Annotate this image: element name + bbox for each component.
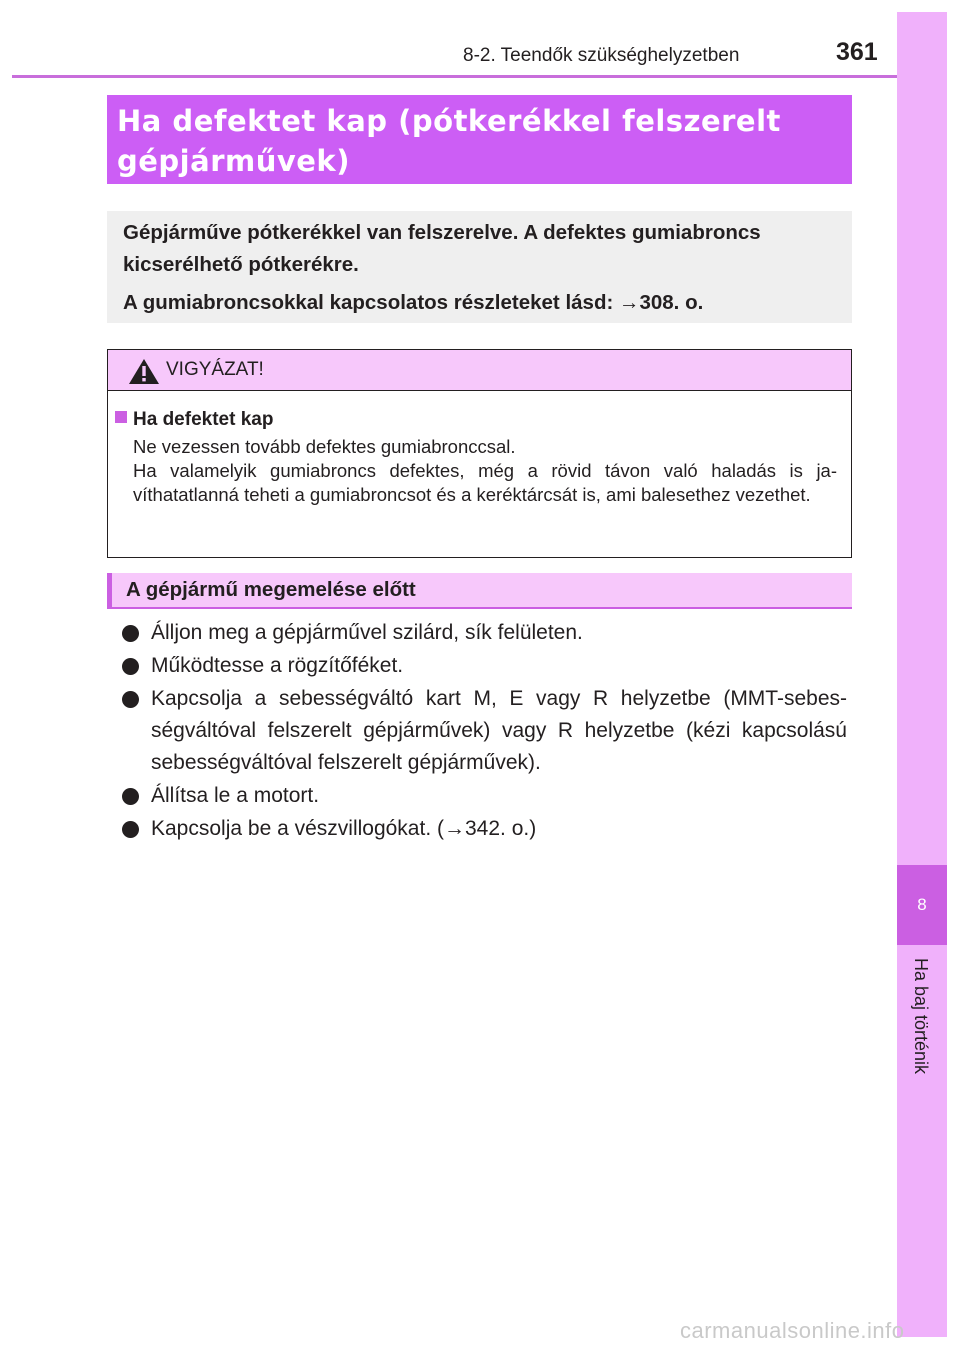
warning-text-1: Ne vezessen tovább defektes gumiabronccsal. <box>133 436 516 457</box>
page-title-box <box>107 95 852 184</box>
list-item-text: Kapcsolja a sebességváltó kart M, E vagy R helyzetbe (MMT-sebes-ségváltóval felszerelt gépjárművek) vagy R helyzetbe (kézi kapcsolású sebességváltóval felszerelt gépjárművek). <box>151 687 847 774</box>
intro-line-2: kicserélhető pótkerékre. <box>123 253 359 276</box>
warning-text-2: Ha valamelyik gumiabroncs defektes, még a rövid távon való haladás is ja-víthatatlanná teheti a gumiabroncsot és a keréktárcsát is, ami balesethez vezethet. <box>133 460 837 505</box>
list-item-text: Kapcsolja be a vészvillogókat. (→342. o.) <box>151 817 537 840</box>
bullet-dot-icon <box>122 788 139 805</box>
list-item <box>122 780 847 812</box>
list-item-text: Működtesse a rögzítőféket. <box>151 654 404 677</box>
section-name: 8-2. Teendők szükséghelyzetben <box>463 45 740 66</box>
list-item <box>122 650 847 682</box>
page-title-line-1: Ha defektet kap (pótkerékkel felszerelt <box>117 104 781 138</box>
intro-box <box>107 211 852 323</box>
header-rule <box>12 75 947 78</box>
instruction-list <box>122 617 847 846</box>
page-title-line-2: gépjárművek) <box>117 144 350 178</box>
list-item <box>122 683 847 779</box>
warning-triangle-icon <box>128 358 160 385</box>
list-item-text: Állítsa le a motort. <box>151 784 320 807</box>
subsection-accent <box>107 573 112 607</box>
intro-line-3: A gumiabroncsokkal kapcsolatos részleteket lásd: →308. o. <box>123 291 704 314</box>
warning-body <box>108 391 851 507</box>
bullet-dot-icon <box>122 658 139 675</box>
warning-subhead: Ha defektet kap <box>133 409 274 430</box>
intro-line-1: Gépjárműve pótkerékkel van felszerelve. A defektes gumiabroncs <box>123 221 761 244</box>
watermark: carmanualsonline.info <box>680 1318 905 1343</box>
warning-header <box>108 350 851 391</box>
warning-label: VIGYÁZAT! <box>166 359 264 380</box>
square-bullet-icon <box>115 411 127 423</box>
warning-box <box>107 349 852 558</box>
page-number: 361 <box>836 38 878 66</box>
bullet-dot-icon <box>122 625 139 642</box>
chapter-number-tab[interactable]: 8 <box>897 865 947 945</box>
list-item <box>122 617 847 649</box>
subsection-header <box>107 573 852 609</box>
list-item-text: Álljon meg a gépjárművel szilárd, sík felületen. <box>151 621 583 644</box>
bullet-dot-icon <box>122 821 139 838</box>
subsection-title: A gépjármű megemelése előtt <box>126 578 416 601</box>
chapter-label: Ha baj történik <box>911 958 931 1075</box>
chapter-side-tab <box>897 12 947 1337</box>
bullet-dot-icon <box>122 691 139 708</box>
list-item <box>122 813 847 845</box>
